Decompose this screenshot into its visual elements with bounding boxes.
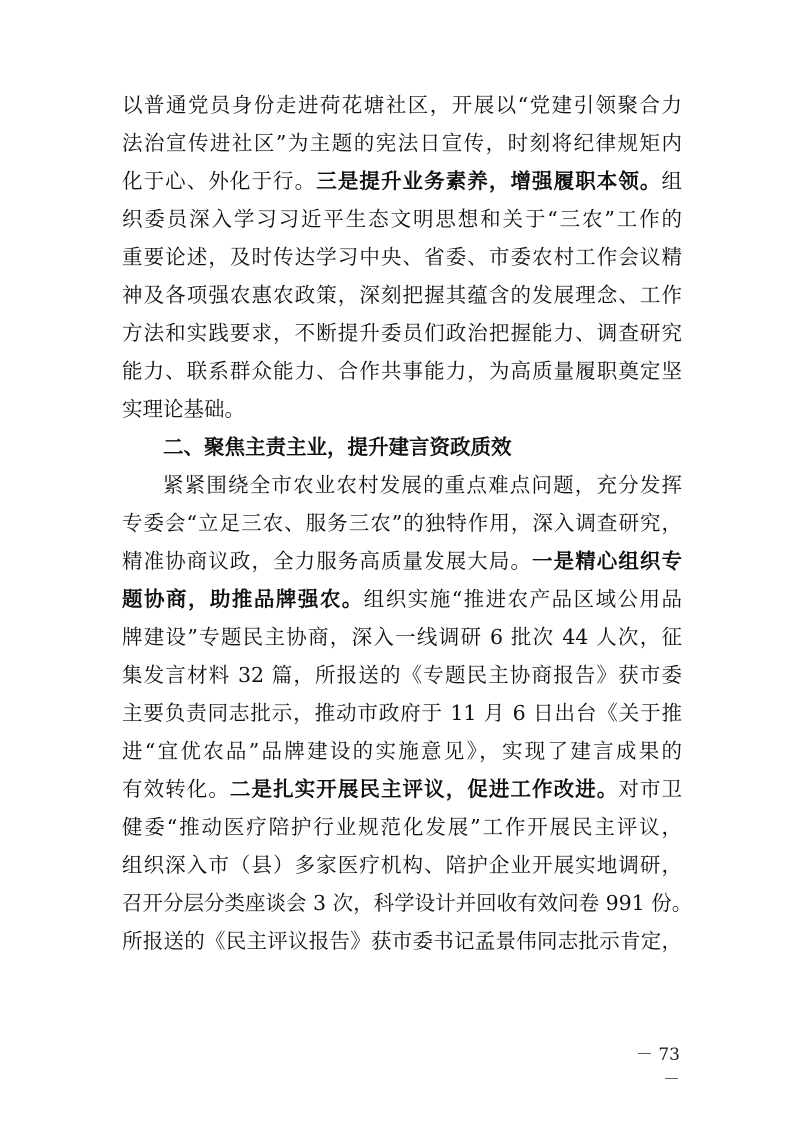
paragraph-line xyxy=(122,390,682,428)
paragraph-line xyxy=(122,580,682,618)
text-span: 所报送的《民主评议报告》获市委书记孟景伟同志批示肯定， xyxy=(122,929,682,953)
bold-lead-phrase: 三是提升业务素养，增强履职本领。 xyxy=(316,169,662,193)
text-span: 牌建设”专题民主协商，深入一线调研 6 批次 44 人次，征 xyxy=(122,625,682,649)
bold-lead-phrase: 一是精心组织专 xyxy=(532,549,683,573)
text-span: 重要论述，及时传达学习中央、省委、市委农村工作会议精 xyxy=(122,245,682,269)
paragraph-line xyxy=(122,238,682,276)
text-span: 有效转化。 xyxy=(122,777,230,801)
text-span: 健委“推动医疗陪护行业规范化发展”工作开展民主评议， xyxy=(122,815,682,839)
paragraph-line xyxy=(122,276,682,314)
body-text xyxy=(122,86,693,960)
text-span: 组织实施“推进农产品区域公用品 xyxy=(363,587,683,611)
text-span: 能力、联系群众能力、合作共事能力，为高质量履职奠定坚 xyxy=(122,359,682,383)
text-span: 织委员深入学习习近平生态文明思想和关于“三农”工作的 xyxy=(122,207,682,231)
text-span: 召开分层分类座谈会 3 次，科学设计并回收有效问卷 991 份。 xyxy=(122,891,693,915)
text-span: 法治宣传进社区”为主题的宪法日宣传，时刻将纪律规矩内 xyxy=(122,131,682,155)
text-span: 精准协商议政，全力服务高质量发展大局。 xyxy=(122,549,533,573)
section-heading xyxy=(122,428,682,466)
paragraph-line xyxy=(122,732,682,770)
text-span: 组 xyxy=(661,169,683,193)
text-span: 集发言材料 32 篇，所报送的《专题民主协商报告》获市委 xyxy=(122,663,682,687)
paragraph-line xyxy=(122,86,682,124)
paragraph-line xyxy=(122,656,682,694)
paragraph-line xyxy=(122,542,682,580)
paragraph-line xyxy=(122,618,682,656)
text-span: 以普通党员身份走进荷花塘社区，开展以“党建引领聚合力 xyxy=(122,93,682,117)
page-number: － 73 － xyxy=(635,1045,680,1090)
text-span: 组织深入市（县）多家医疗机构、陪护企业开展实地调研， xyxy=(122,853,682,877)
text-span: 方法和实践要求，不断提升委员们政治把握能力、调查研究 xyxy=(122,321,682,345)
text-span: 实理论基础。 xyxy=(122,397,245,421)
paragraph-line xyxy=(122,466,682,504)
text-span: 专委会“立足三农、服务三农”的独特作用，深入调查研究， xyxy=(122,511,682,535)
text-span: 主要负责同志批示，推动市政府于 11 月 6 日出台《关于推 xyxy=(122,701,682,725)
paragraph-line xyxy=(122,314,682,352)
text-span: 紧紧围绕全市农业农村发展的重点难点问题，充分发挥 xyxy=(163,473,682,497)
paragraph-line xyxy=(122,770,682,808)
bold-lead-phrase: 题协商，助推品牌强农。 xyxy=(122,587,364,611)
paragraph-line xyxy=(122,846,682,884)
paragraph-line xyxy=(122,200,682,238)
paragraph-line xyxy=(122,352,682,390)
paragraph-line xyxy=(122,504,682,542)
bold-lead-phrase: 二是扎实开展民主评议，促进工作改进。 xyxy=(229,777,619,801)
paragraph-line xyxy=(122,162,682,200)
paragraph-line xyxy=(122,124,682,162)
text-span: 对市卫 xyxy=(618,777,683,801)
text-span: 进“宜优农品”品牌建设的实施意见》，实现了建言成果的 xyxy=(122,739,682,763)
paragraph-line xyxy=(122,922,682,960)
paragraph-line xyxy=(122,808,682,846)
text-span: 神及各项强农惠农政策，深刻把握其蕴含的发展理念、工作 xyxy=(122,283,682,307)
paragraph-line xyxy=(122,694,682,732)
paragraph-line xyxy=(122,884,693,922)
section-heading-text: 二、聚焦主责主业，提升建言资政质效 xyxy=(163,435,512,459)
text-span: 化于心、外化于行。 xyxy=(122,169,317,193)
